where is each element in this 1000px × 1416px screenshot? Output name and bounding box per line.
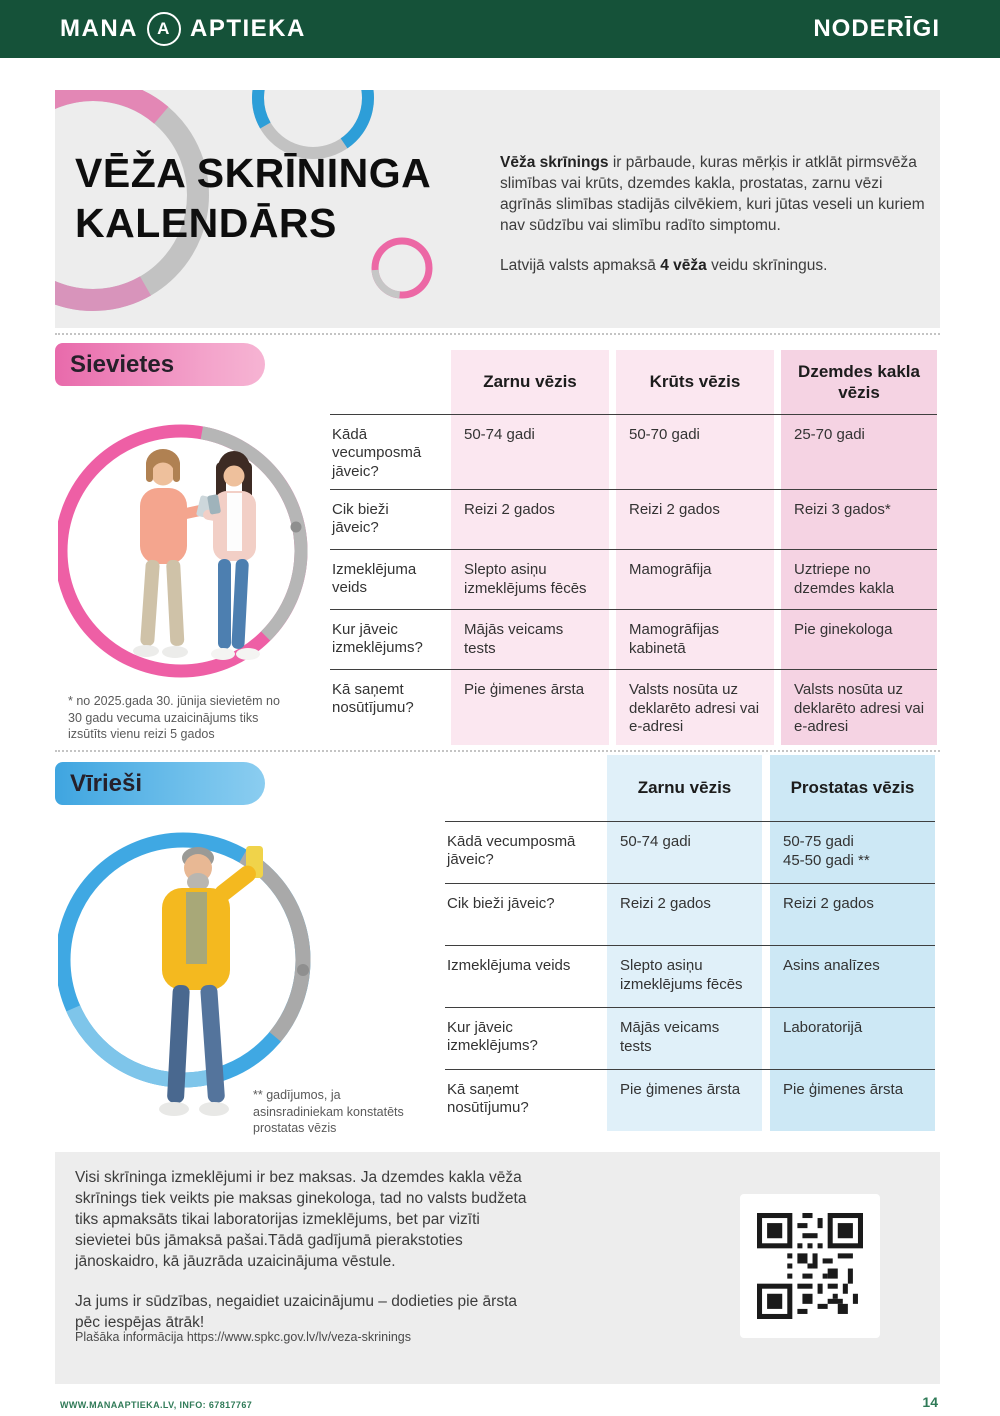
table-row-label: Kur jāveic izmeklējums?	[445, 1007, 600, 1069]
table-cell: Mamogrāfija	[616, 549, 774, 609]
section-title-women: Sievietes	[70, 350, 175, 378]
brand-text-aptieka: APTIEKA	[190, 15, 306, 42]
info-paragraph-2: Ja jums ir sūdzības, negaidiet uzaicinājumu – dodieties pie ārsta pēc iespējas ātrāk!	[75, 1293, 517, 1332]
woman-younger-figure	[202, 451, 260, 660]
table-cell: 50-75 gadi 45-50 gadi **	[770, 821, 935, 883]
table-row-label: Kā saņemt nosūtījumu?	[330, 669, 445, 745]
table-cell: 25-70 gadi	[781, 414, 937, 489]
table-cell: Slepto asiņu izmeklējums fēcēs	[607, 945, 762, 1007]
table-row-label: Izmeklējuma veids	[330, 549, 445, 609]
dotted-divider	[55, 333, 940, 335]
table-cell: 50-74 gadi	[451, 414, 609, 489]
page-title: VĒŽA SKRĪNINGA KALENDĀRS	[75, 150, 432, 247]
logo-a-icon: A	[147, 12, 181, 46]
qr-card	[740, 1194, 880, 1338]
more-info-link[interactable]: Plašāka informācija https://www.spkc.gov.lv/lv/veza-skrinings	[75, 1330, 411, 1344]
table-cell: Asins analīzes	[770, 945, 935, 1007]
table-cell: Mājās veicams tests	[607, 1007, 762, 1069]
table-row-label: Kādā vecumposmā jāveic?	[330, 414, 445, 489]
table-cell: Pie ģimenes ārsta	[770, 1069, 935, 1131]
table-row-label: Cik bieži jāveic?	[330, 489, 445, 549]
intro-paragraph: Vēža skrīnings ir pārbaude, kuras mērķis ir atklāt pirmsvēža slimības vai krūts, dzemdes kakla, prostatas, zarnu vēzi agrīnās slimības stadijās cilvēkiem, kuri jūtas veseli un kuriem nav sūdzību vai slimību radīto simptomu. Latvijā valsts apmaksā 4 vēža veidu skrīningus.	[500, 152, 930, 276]
table-row-label: Izmeklējuma veids	[445, 945, 600, 1007]
table-cell: Valsts nosūta uz deklarēto adresi vai e-adresi	[616, 669, 774, 745]
brand-text-mana: MANA	[60, 15, 138, 42]
table-cell: Laboratorijā	[770, 1007, 935, 1069]
table-cell: Mājās veicams tests	[451, 609, 609, 669]
table-cell: Reizi 3 gados*	[781, 489, 937, 549]
section-tag: NODERĪGI	[813, 15, 940, 42]
section-pill-women	[55, 343, 265, 386]
table-row-label: Kur jāveic izmeklējums?	[330, 609, 445, 669]
table-corner	[330, 350, 445, 414]
info-paragraph-1: Visi skrīninga izmeklējumi ir bez maksas. Ja dzemdes kakla vēža skrīnings tiek veikts pie maksas ginekologa, tad no valsts budžeta tiks apmaksāts tikai laboratorijas izmeklējums, bet par vizīti sievietei būs jāmaksā pašai.Tādā gadījumā pierakstoties jānoskaidro, kā jāuzrāda uzaicinājuma vēstule.	[75, 1169, 527, 1271]
table-cell: 50-74 gadi	[607, 821, 762, 883]
intro-lead: Vēža skrīnings	[500, 154, 609, 171]
women-table	[330, 350, 937, 745]
intro-note: Latvijā valsts apmaksā 4 vēža veidu skrīningus.	[500, 257, 828, 275]
footer-contact: WWW.MANAAPTIEKA.LV, INFO: 67817767	[60, 1400, 253, 1410]
column-header: Dzemdes kakla vēzis	[781, 350, 937, 414]
page-number: 14	[922, 1394, 938, 1410]
table-cell: Valsts nosūta uz deklarēto adresi vai e-adresi	[781, 669, 937, 745]
table-corner	[445, 755, 600, 821]
table-row-label: Kādā vecumposmā jāveic?	[445, 821, 600, 883]
info-paragraphs	[75, 1167, 530, 1334]
section-pill-men	[55, 762, 265, 805]
table-cell: Pie ģimenes ārsta	[607, 1069, 762, 1131]
footnote-men: ** gadījumos, ja asinsradiniekam konstatēts prostatas vēzis	[253, 1088, 404, 1135]
man-figure	[159, 846, 263, 1116]
section-title-men: Vīrieši	[70, 769, 143, 797]
table-cell: Reizi 2 gados	[607, 883, 762, 945]
table-cell: Pie ģimenes ārsta	[451, 669, 609, 745]
men-table	[445, 755, 935, 1131]
table-cell: Reizi 2 gados	[770, 883, 935, 945]
column-header: Krūts vēzis	[616, 350, 774, 414]
table-cell: Mamogrāfijas kabinetā	[616, 609, 774, 669]
table-row-label: Kā saņemt nosūtījumu?	[445, 1069, 600, 1131]
hero-panel	[55, 90, 940, 328]
woman-older-figure	[133, 449, 213, 658]
footnote-women: * no 2025.gada 30. jūnija sievietēm no 30 gadu vecuma uzaicinājums tiks izsūtīts vienu reizi 5 gados	[68, 694, 280, 741]
table-cell: Pie ginekologa	[781, 609, 937, 669]
women-photo	[58, 392, 336, 704]
table-cell: Reizi 2 gados	[616, 489, 774, 549]
brand-logo	[60, 12, 306, 46]
column-header: Prostatas vēzis	[770, 755, 935, 821]
qr-code-icon	[757, 1213, 863, 1319]
table-cell: Slepto asiņu izmeklējums fēcēs	[451, 549, 609, 609]
column-header: Zarnu vēzis	[607, 755, 762, 821]
info-panel	[55, 1152, 940, 1384]
table-cell: 50-70 gadi	[616, 414, 774, 489]
table-cell: Reizi 2 gados	[451, 489, 609, 549]
table-cell: Uztriepe no dzemdes kakla	[781, 549, 937, 609]
table-row-label: Cik bieži jāveic?	[445, 883, 600, 945]
dotted-divider	[55, 750, 940, 752]
column-header: Zarnu vēzis	[451, 350, 609, 414]
header-bar	[0, 0, 1000, 58]
